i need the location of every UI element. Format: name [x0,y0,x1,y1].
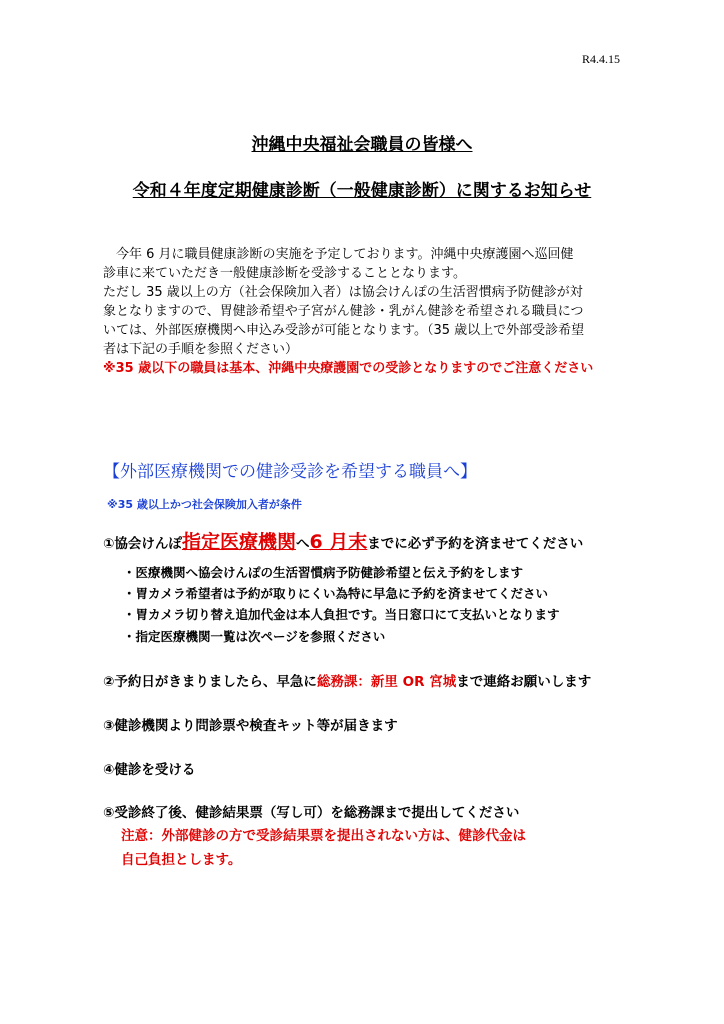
step-2 [103,670,591,690]
step-5: ⑤受診終了後、健診結果票（写し可）を総務課まで提出してください [103,805,520,821]
designated-institution-highlight: 指定医療機関 [181,531,296,553]
step-1-middle: へ [295,536,310,552]
intro-line: ただし 35 歳以上の方（社会保険加入者）は協会けんぽの生活習慣病予防健診が対 [103,285,583,300]
step-2-prefix: ②予約日がきまりましたら、早急に [103,674,317,690]
step-3: ③健診機関より問診票や検査キット等が届きます [103,718,398,734]
intro-paragraph [103,245,593,378]
contact-highlight: 総務課：新里 OR 宮城 [316,674,457,690]
step-1 [103,527,583,554]
document-title: 沖縄中央福祉会職員の皆様へ [251,135,473,155]
step-1-note: ・医療機関へ協会けんぽの生活習慣病予防健診希望と伝え予約をします [123,565,524,580]
section-heading: 【外部医療機関での健診受診を希望する職員へ】 [103,462,477,482]
intro-line: 象となりますので、胃健診希望や子宮がん健診・乳がん健診を希望される職員につ [103,304,584,319]
eligibility-condition: ※35 歳以上かつ社会保険加入者が条件 [107,498,302,511]
step-2-suffix: まで連絡お願いします [456,674,592,690]
issue-date: R4.4.15 [581,52,620,66]
document-subtitle: 令和４年度定期健康診断（一般健康診断）に関するお知らせ [132,181,592,201]
step-1-note: ・胃カメラ切り替え追加代金は本人負担です。当日窓口にて支払いとなります [123,607,560,622]
step-5-note: 注意：外部健診の方で受診結果票を提出されない方は、健診代金は [121,828,526,844]
intro-line: 者は下記の手順を参照ください） [103,342,299,357]
intro-line: 診車に来ていただき一般健康診断を受診することとなります。 [103,266,466,281]
step-5-note: 自己負担とします。 [121,852,242,868]
intro-line: いては、外部医療機関へ申込み受診が可能となります。（35 歳以上で外部受診希望 [103,323,585,338]
intro-warning: ※35 歳以下の職員は基本、沖縄中央療護園での受診となりますのでご注意ください [103,361,594,376]
step-1-note: ・胃カメラ希望者は予約が取りにくい為特に早急に予約を済ませてください [123,586,549,601]
step-4: ④健診を受ける [103,762,196,778]
step-1-prefix: ①協会けんぽ [103,536,182,552]
step-1-note: ・指定医療機関一覧は次ページを参照ください [123,629,386,644]
deadline-highlight: 6 月末 [309,531,368,553]
intro-line: 今年 6 月に職員健康診断の実施を予定しております。沖縄中央療護園へ巡回健 [116,247,574,262]
step-1-suffix: までに必ず予約を済ませてください [367,536,584,552]
